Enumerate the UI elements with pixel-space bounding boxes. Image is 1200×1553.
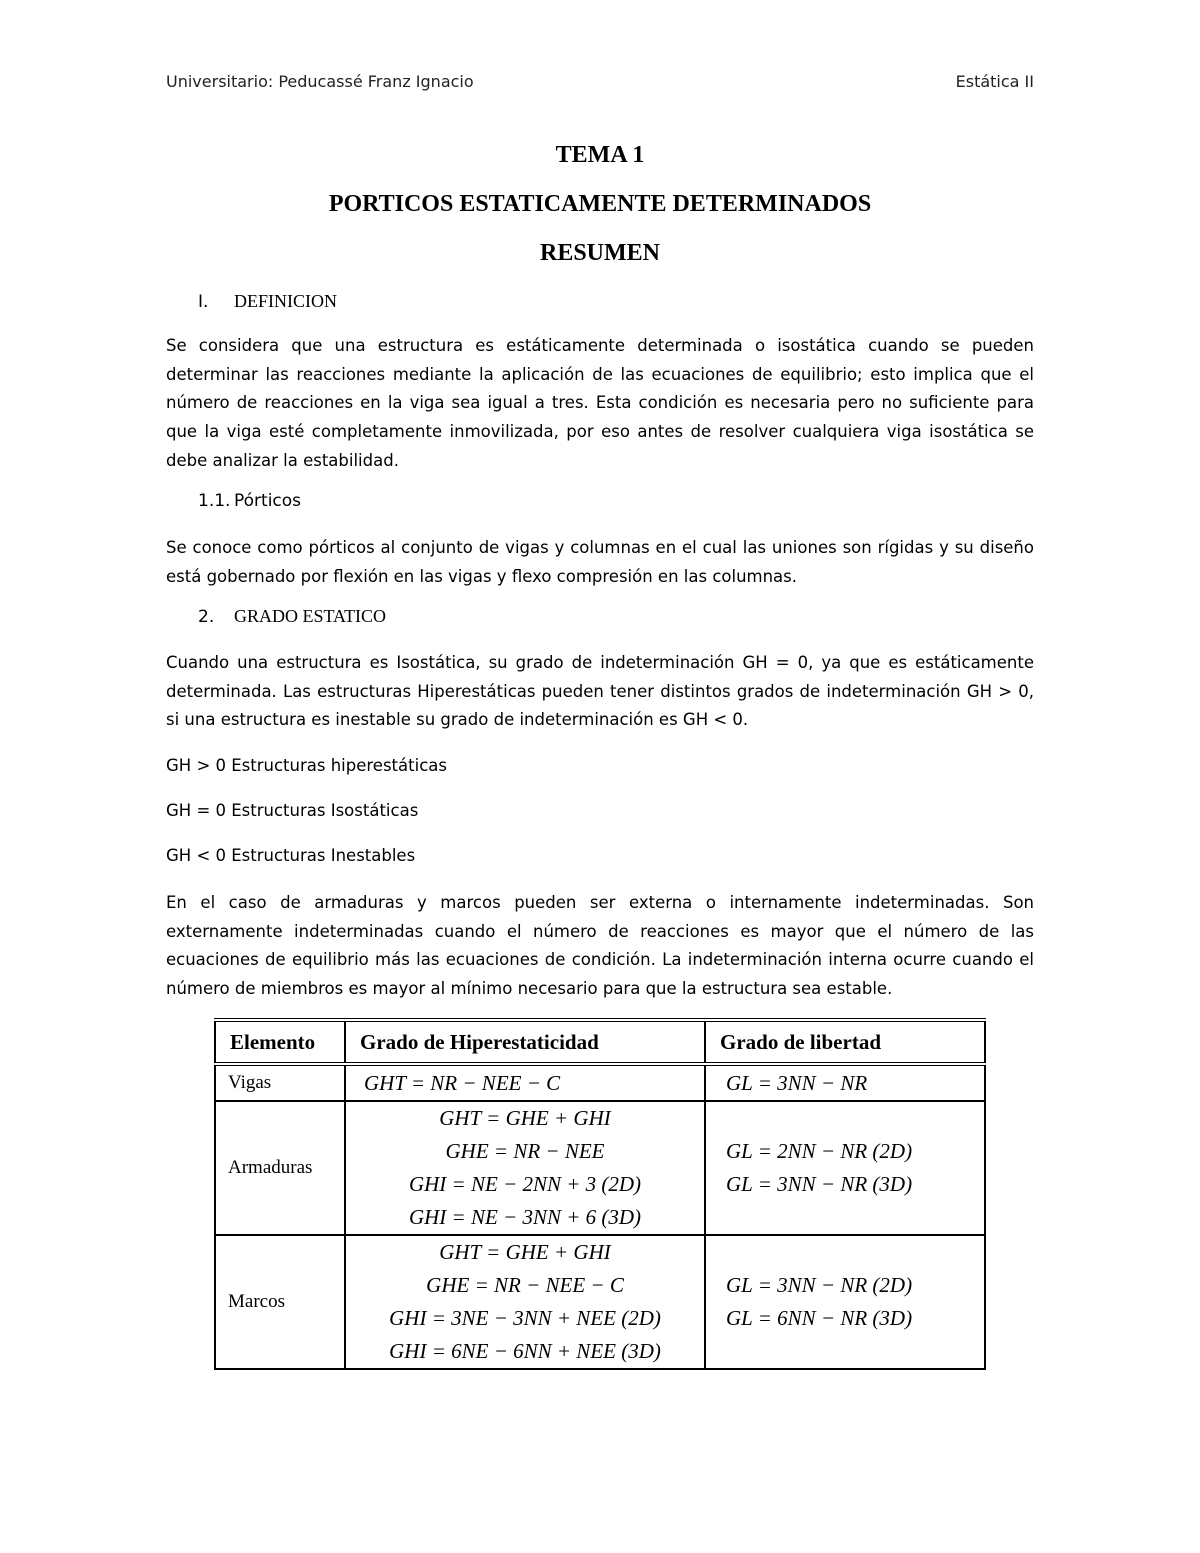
- element-cell: Vigas: [215, 1064, 345, 1101]
- gh-inestable-line: GH < 0 Estructuras Inestables: [166, 846, 416, 865]
- formula: GHI = NE − 3NN + 6 (3D): [408, 1205, 642, 1229]
- grado-estatico-paragraph: Cuando una estructura es Isostática, su grado de indeterminación GH = 0, ya que es estáticamente determinada. Las estructuras Hiperestáticas pueden tener distintos grados de indeterminación GH > 0, si una estructura es inestable su grado de indeterminación es GH < 0.: [166, 653, 1034, 730]
- formula: GHT = GHE + GHI: [439, 1240, 611, 1264]
- header-elemento: Elemento: [215, 1020, 345, 1064]
- table-row-marcos: [215, 1235, 985, 1369]
- formula: GL = 2NN − NR (2D): [726, 1139, 913, 1163]
- indeterminacy-paragraph: En el caso de armaduras y marcos pueden ser externa o internamente indeterminadas. Son externamente indeterminadas cuando el número de reacciones es mayor que el número de las ecuaciones de equilibrio más las ecuaciones de condición. La indeterminación interna ocurre cuando el número de miembros es mayor al mínimo necesario para que la estructura sea estable.: [166, 893, 1034, 999]
- section-heading-grado-estatico: [198, 606, 386, 627]
- formula: GHI = 3NE − 3NN + NEE (2D): [389, 1306, 661, 1330]
- gh-isostatica-line: GH = 0 Estructuras Isostáticas: [166, 801, 419, 820]
- liberty-cell: [705, 1235, 985, 1369]
- hyper-cell: [345, 1064, 705, 1101]
- liberty-cell: [705, 1064, 985, 1101]
- header-libertad: Grado de libertad: [705, 1020, 985, 1064]
- definition-paragraph: Se considera que una estructura es estáticamente determinada o isostática cuando se pueden determinar las reacciones mediante la aplicación de las ecuaciones de equilibrio; esto implica que el número de reacciones en la viga sea igual a tres. Esta condición es necesaria pero no suficiente para que la viga esté completamente inmovilizada, por eso antes de resolver cualquiera viga isostática se debe analizar la estabilidad.: [166, 336, 1034, 470]
- element-cell: Marcos: [215, 1235, 345, 1369]
- section-title: GRADO ESTATICO: [234, 606, 387, 626]
- section-title: Pórticos: [234, 491, 302, 511]
- document-title: PORTICOS ESTATICAMENTE DETERMINADOS: [328, 191, 872, 217]
- liberty-cell: [705, 1101, 985, 1235]
- header-author: Universitario: Peducassé Franz Ignacio: [166, 72, 474, 91]
- porticos-paragraph: Se conoce como pórticos al conjunto de vigas y columnas en el cual las uniones son rígidas y su diseño está gobernado por flexión en las vigas y flexo compresión en las columnas.: [166, 538, 1034, 586]
- hyper-cell: [345, 1101, 705, 1235]
- formula: GL = 3NN − NR (2D): [726, 1273, 913, 1297]
- topic-title: TEMA 1: [555, 142, 645, 168]
- hyper-cell: [345, 1235, 705, 1369]
- header-course: Estática II: [955, 72, 1034, 91]
- formula: GHT = GHE + GHI: [439, 1106, 611, 1130]
- table-row-armaduras: [215, 1101, 985, 1235]
- section-number: I.: [198, 292, 209, 312]
- page-header: [166, 72, 1034, 91]
- formula: GHE = NR − NEE − C: [426, 1273, 624, 1297]
- header-hiperestaticidad: Grado de Hiperestaticidad: [345, 1020, 705, 1064]
- table-row-vigas: [215, 1064, 985, 1101]
- formula: GL = 3NN − NR (3D): [726, 1172, 913, 1196]
- section-number: 2.: [198, 607, 215, 627]
- section-title: DEFINICION: [234, 291, 337, 311]
- summary-title: RESUMEN: [539, 240, 660, 266]
- element-cell: Armaduras: [215, 1101, 345, 1235]
- formulas-table: [214, 1018, 986, 1370]
- table-header-row: [215, 1020, 985, 1064]
- section-heading-definicion: [198, 291, 337, 312]
- subsection-heading-porticos: [198, 491, 301, 511]
- formula: GL = 6NN − NR (3D): [726, 1306, 913, 1330]
- section-number: 1.1.: [198, 491, 231, 511]
- gh-hiperestatica-line: GH > 0 Estructuras hiperestáticas: [166, 756, 447, 775]
- formula: GHE = NR − NEE: [445, 1139, 605, 1163]
- formula: GL = 3NN − NR: [726, 1070, 868, 1095]
- formula: GHI = NE − 2NN + 3 (2D): [408, 1172, 642, 1196]
- formula: GHI = 6NE − 6NN + NEE (3D): [389, 1339, 661, 1363]
- formula: GHT = NR − NEE − C: [364, 1070, 561, 1095]
